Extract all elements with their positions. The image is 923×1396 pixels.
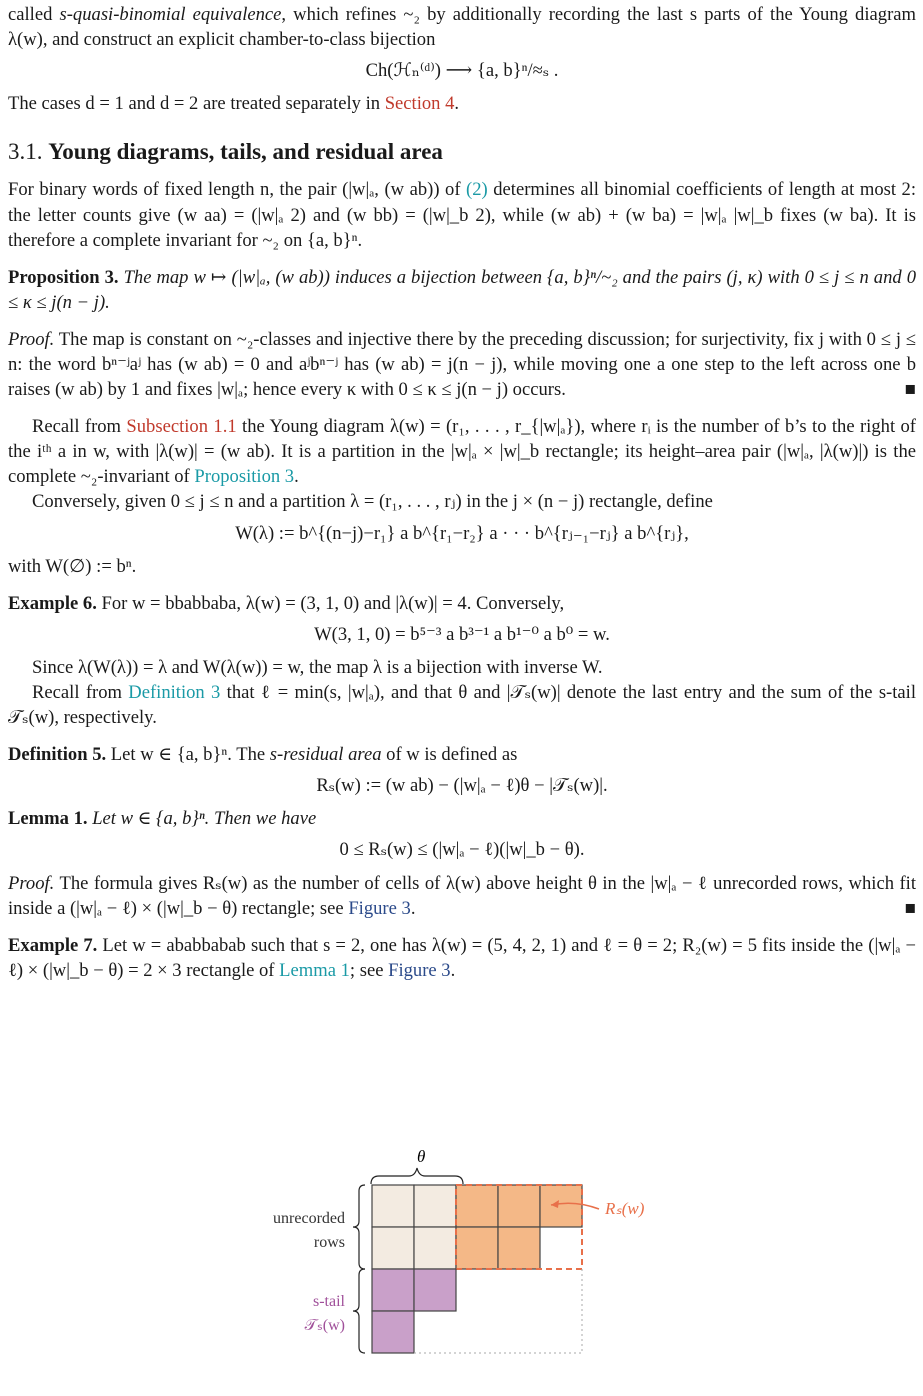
definition-3-link[interactable]: Definition 3 — [128, 682, 221, 704]
figure-3 — [255, 1148, 675, 1389]
tail-label-line2: 𝒯ₛ(w) — [304, 1317, 345, 1334]
example-6-head: Example 6. — [8, 592, 97, 614]
para-binomial-text-a: For binary words of fixed length n, the pair (|w|ₐ, (w ab)) of — [8, 179, 467, 201]
proof2-text-a: The formula gives Rₛ(w) as the number of cells of λ(w) above height θ in the |w|ₐ − ℓ unrecorded rows, which fit inside a (|w|ₐ − ℓ) × (|w|_b − θ) rectangle; see — [8, 872, 917, 919]
lemma-1 — [8, 806, 916, 831]
proof-head: Proof. — [8, 328, 55, 350]
proposition-3-body: The map w ↦ (|w|ₐ, (w ab)) induces a bijection between {a, b}ⁿ/~₂ and the pairs (j, κ) with 0 ≤ j ≤ n and 0 ≤ κ ≤ j(n − j). — [8, 266, 916, 313]
diagram-cell — [372, 1185, 414, 1227]
converse-paragraph: Conversely, given 0 ≤ j ≤ n and a partition λ = (r₁, . . . , rⱼ) in the j × (n − j) rectangle, define — [32, 491, 713, 513]
definition-5-head: Definition 5. — [8, 744, 107, 766]
tail-cell — [372, 1311, 414, 1353]
residual-area-display: Rₛ(w) := (w ab) − (|w|ₐ − ℓ)θ − |𝒯ₛ(w)|. — [316, 775, 608, 797]
subsection-1-1-link[interactable]: Subsection 1.1 — [126, 416, 237, 438]
residual-cell — [540, 1185, 582, 1227]
theta-label: θ — [417, 1148, 426, 1166]
definition-5-term: s-residual area — [269, 744, 382, 766]
cases-paragraph — [8, 91, 916, 116]
recall-young-diagram — [8, 414, 916, 489]
intro-text-a: called — [8, 4, 60, 25]
residual-cell — [498, 1185, 540, 1227]
intro-display-equation: Ch(ℋₙ⁽ᵈ⁾) ⟶ {a, b}ⁿ/≈ₛ . — [365, 60, 559, 82]
theta-brace — [371, 1168, 463, 1184]
paper-page — [8, 0, 916, 983]
since-paragraph: Since λ(W(λ)) = λ and W(λ(w)) = w, the map λ is a bijection with inverse W. — [32, 656, 603, 678]
diagram-cell — [372, 1227, 414, 1269]
example-7-text-b: ; see — [349, 959, 389, 981]
qed-symbol-2: ■ — [904, 897, 916, 919]
section-heading — [8, 136, 916, 167]
recall-definition-3 — [8, 680, 916, 730]
recall2-text-a: Recall from — [32, 682, 129, 704]
proof2-text-b: . — [410, 897, 416, 919]
proof-lemma-1 — [8, 871, 916, 921]
intro-text-b: , which refines ~₂ by additionally recording the last s parts of the Young diagram λ(w), and construct an explicit chamber-to-class bijection — [8, 4, 916, 51]
example-6 — [8, 591, 916, 616]
residual-label: Rₛ(w) — [605, 1199, 645, 1218]
w-lambda-display: W(λ) := b^{(n−j)−r₁} a b^{r₁−r₂} a · · · b^{rⱼ₋₁−rⱼ} a b^{rⱼ}, — [235, 522, 689, 544]
recall-text-b: the Young diagram λ(w) = (r₁, . . . , r_{|w|ₐ}), where rᵢ is the number of b’s to the right of the iᵗʰ a in w, with |λ(w)| = (w ab). It is a partition in the |w|ₐ × |w|_b rectangle; its height–area pair (|w|ₐ, |λ(w)|) is the complete ~₂-invariant of — [8, 416, 916, 488]
unrecorded-label-line1: unrecorded — [273, 1210, 345, 1227]
figure-3-link[interactable]: Figure 3 — [348, 897, 411, 919]
section-4-link[interactable]: Section 4 — [384, 93, 455, 115]
cases-text-end: . — [454, 93, 460, 115]
proof-body: The map is constant on ~₂-classes and injective there by the preceding discussion; for surjectivity, fix j with 0 ≤ j ≤ n: the word bⁿ⁻ʲaʲ has (w ab) = 0 and aʲbⁿ⁻ʲ has (w ab) = j(n − j), while moving one a one step to the left across one b raises (w ab) by 1 and fixes |w|ₐ; hence every κ with 0 ≤ κ ≤ j(n − j) occurs. — [8, 328, 917, 401]
section-title: Young diagrams, tails, and residual area — [48, 139, 443, 165]
diagram-cell — [414, 1227, 456, 1269]
proof2-head: Proof. — [8, 872, 55, 894]
para-binomial-text-b: determines all binomial coefficients of length at most 2: the letter counts give (w aa) = (|w|ₐ 2) and (w bb) = (|w|_b 2), while (w ab) + (w ba) = |w|ₐ |w|_b fixes (w ba). It is therefore a complete invariant for ~₂ on {a, b}ⁿ. — [8, 179, 916, 251]
definition-5-text-b: of w is defined as — [381, 744, 518, 766]
unrecorded-brace — [353, 1185, 365, 1269]
residual-cell — [498, 1227, 540, 1269]
section-number: 3.1. — [8, 139, 43, 165]
tail-label-line1: s-tail — [313, 1293, 345, 1310]
lemma-1-body: Let w ∈ {a, b}ⁿ. Then we have — [92, 808, 317, 830]
proposition-3 — [8, 265, 916, 315]
lemma-1-display: 0 ≤ Rₛ(w) ≤ (|w|ₐ − ℓ)(|w|_b − θ). — [339, 839, 585, 861]
example-7-text-c: . — [450, 959, 456, 981]
residual-cell — [456, 1185, 498, 1227]
recall-text-a: Recall from — [32, 416, 127, 438]
diagram-cell — [414, 1185, 456, 1227]
example-7-head: Example 7. — [8, 934, 98, 956]
tail-cell — [414, 1269, 456, 1311]
definition-5 — [8, 742, 916, 767]
recall-text-c: . — [294, 466, 299, 488]
w-empty-line: with W(∅) := bⁿ. — [8, 555, 137, 577]
cases-text: The cases d = 1 and d = 2 are treated separately in — [8, 93, 385, 115]
residual-cell — [456, 1227, 498, 1269]
recall2-text-b: that ℓ = min(s, |w|ₐ), and that θ and |𝒯ₛ(w)| denote the last entry and the sum of the s-tail 𝒯ₛ(w), respectively. — [8, 682, 916, 729]
proposition-3-head: Proposition 3. — [8, 266, 119, 288]
para-binomial — [8, 177, 916, 252]
unrecorded-label-line2: rows — [313, 1234, 345, 1251]
example-7 — [8, 933, 916, 983]
equation-2-link[interactable]: (2) — [466, 179, 488, 201]
lemma-1-head: Lemma 1. — [8, 808, 88, 830]
intro-paragraph — [8, 2, 916, 52]
example-7-text-a: Let w = ababbabab such that s = 2, one has λ(w) = (5, 4, 2, 1) and ℓ = θ = 2; R₂(w) = 5 fits inside the (|w|ₐ − ℓ) × (|w|_b − θ) = 2 × 3 rectangle of — [8, 934, 916, 981]
young-diagram-figure — [255, 1148, 675, 1389]
tail-brace — [353, 1269, 365, 1353]
figure-3-link-2[interactable]: Figure 3 — [388, 959, 451, 981]
tail-cell — [372, 1269, 414, 1311]
example-6-display: W(3, 1, 0) = b⁵⁻³ a b³⁻¹ a b¹⁻⁰ a b⁰ = w. — [314, 623, 610, 645]
proposition-3-link[interactable]: Proposition 3 — [194, 466, 295, 488]
definition-5-text-a: Let w ∈ {a, b}ⁿ. The — [110, 744, 270, 766]
intro-term: s-quasi-binomial equivalence — [59, 4, 282, 25]
qed-symbol: ■ — [904, 379, 916, 401]
lemma-1-link[interactable]: Lemma 1 — [279, 959, 350, 981]
proof-proposition-3 — [8, 327, 916, 402]
example-6-body: For w = bbabbaba, λ(w) = (3, 1, 0) and |λ(w)| = 4. Conversely, — [101, 592, 565, 614]
